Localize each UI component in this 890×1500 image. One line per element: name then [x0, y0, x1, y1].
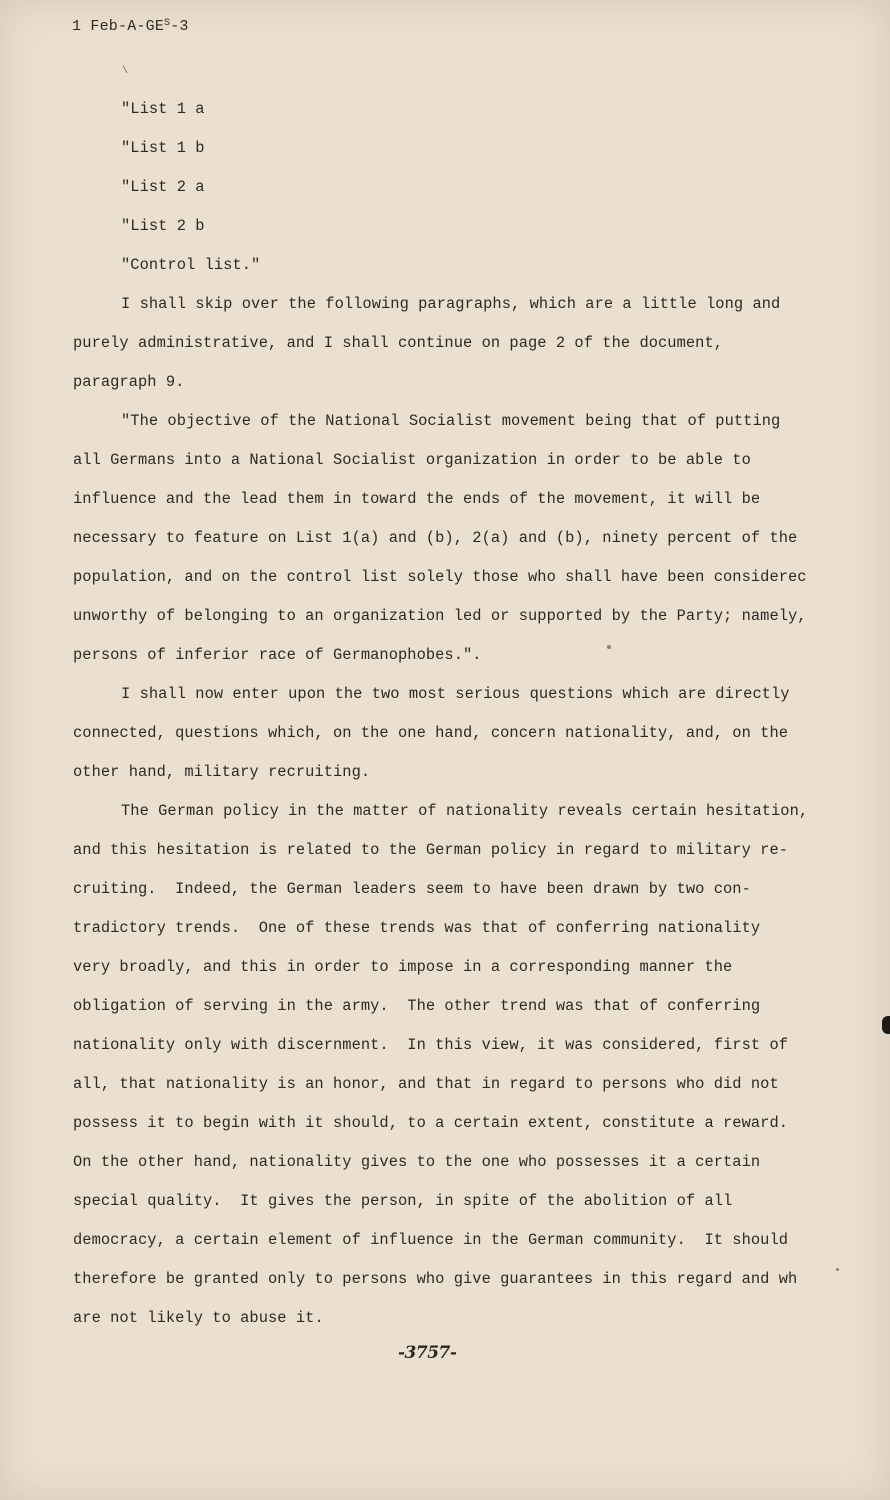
- text-line: tradictory trends. One of these trends was that of conferring nationality: [73, 919, 761, 937]
- header-superscript: S: [164, 18, 171, 29]
- text-line: The German policy in the matter of nationality reveals certain hesitation,: [121, 802, 809, 820]
- text-line: "Control list.": [121, 256, 261, 274]
- text-line: purely administrative, and I shall continue on page 2 of the document,: [73, 334, 724, 352]
- text-line: possess it to begin with it should, to a certain extent, constitute a reward.: [73, 1114, 789, 1132]
- text-line: On the other hand, nationality gives to the one who possesses it a certain: [73, 1153, 761, 1171]
- page-number: -3757-: [398, 1343, 457, 1363]
- text-line: cruiting. Indeed, the German leaders seem to have been drawn by two con-: [73, 880, 751, 898]
- text-line: and this hesitation is related to the German policy in regard to military re-: [73, 841, 789, 859]
- body-text: [73, 90, 848, 1338]
- header-suffix: -3: [170, 18, 189, 35]
- text-line: "List 1 b: [121, 139, 205, 157]
- text-line: necessary to feature on List 1(a) and (b), 2(a) and (b), ninety percent of the: [73, 529, 798, 547]
- page-header: [72, 18, 189, 35]
- ink-speck: [607, 645, 611, 649]
- text-line: obligation of serving in the army. The other trend was that of conferring: [73, 997, 761, 1015]
- text-line: all, that nationality is an honor, and that in regard to persons who did not: [73, 1075, 779, 1093]
- text-line: democracy, a certain element of influence in the German community. It should: [73, 1231, 789, 1249]
- text-line: "List 1 a: [121, 100, 205, 118]
- text-line: population, and on the control list solely those who shall have been considerec: [73, 568, 807, 586]
- text-line: unworthy of belonging to an organization led or supported by the Party; namely,: [73, 607, 807, 625]
- text-line: "List 2 b: [121, 217, 205, 235]
- text-line: therefore be granted only to persons who give guarantees in this regard and wh: [73, 1270, 798, 1288]
- text-line: other hand, military recruiting.: [73, 763, 371, 781]
- text-line: I shall skip over the following paragraphs, which are a little long and: [121, 295, 781, 313]
- ink-speck: [836, 1268, 839, 1271]
- text-line: influence and the lead them in toward the ends of the movement, it will be: [73, 490, 761, 508]
- text-line: very broadly, and this in order to impose in a corresponding manner the: [73, 958, 733, 976]
- text-line: persons of inferior race of Germanophobes.".: [73, 646, 482, 664]
- text-line: nationality only with discernment. In this view, it was considered, first of: [73, 1036, 789, 1054]
- text-line: are not likely to abuse it.: [73, 1309, 324, 1327]
- text-line: special quality. It gives the person, in spite of the abolition of all: [73, 1192, 733, 1210]
- stray-mark: \: [122, 66, 129, 77]
- text-line: "The objective of the National Socialist movement being that of putting: [121, 412, 781, 430]
- text-line: all Germans into a National Socialist organization in order to be able to: [73, 451, 751, 469]
- header-prefix: 1 Feb-A-GE: [72, 18, 165, 35]
- text-line: "List 2 a: [121, 178, 205, 196]
- edge-tab-mark: [882, 1016, 890, 1034]
- text-line: I shall now enter upon the two most serious questions which are directly: [121, 685, 790, 703]
- text-line: paragraph 9.: [73, 373, 185, 391]
- text-line: connected, questions which, on the one hand, concern nationality, and, on the: [73, 724, 789, 742]
